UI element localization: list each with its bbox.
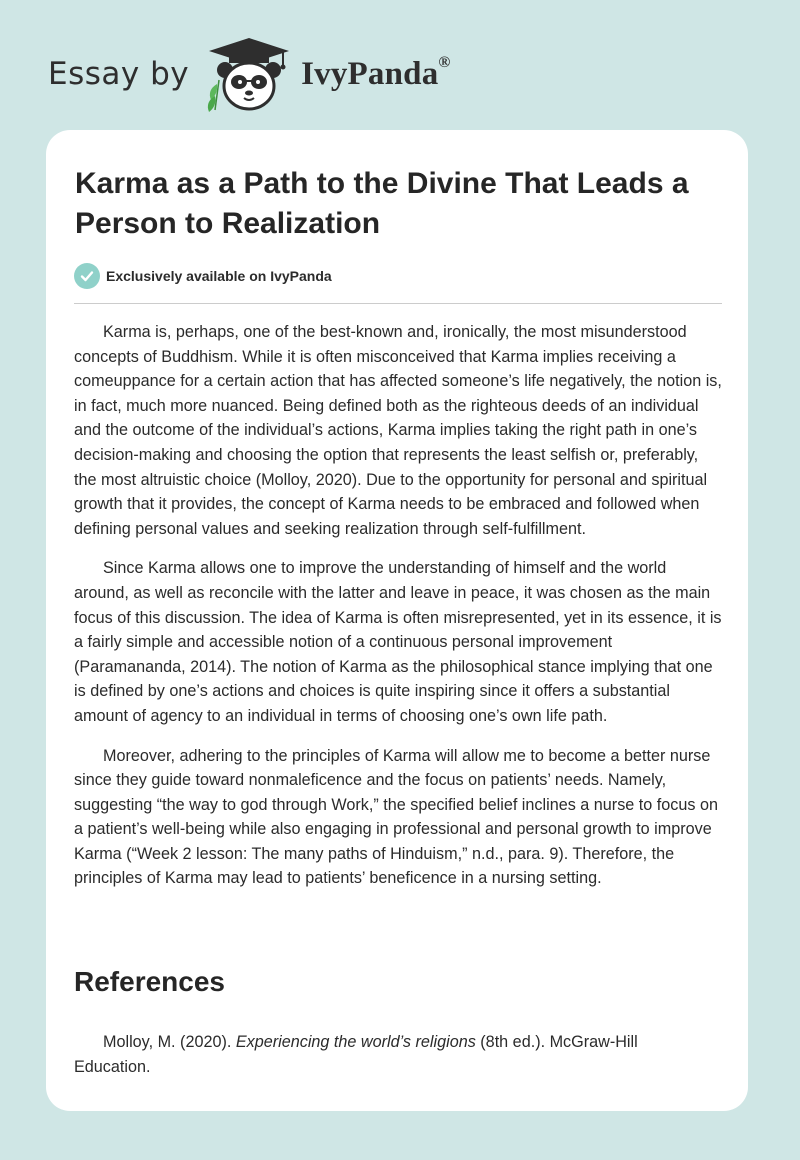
brand-text[interactable]: IvyPanda <box>301 55 439 92</box>
brand-name[interactable] <box>301 53 451 93</box>
essay-by-label: Essay by <box>48 56 190 92</box>
title-divider <box>74 303 722 304</box>
ivypanda-logo-icon[interactable] <box>203 36 295 112</box>
exclusive-badge <box>74 263 332 289</box>
reference-entry <box>74 1030 694 1079</box>
essay-card <box>46 130 748 1111</box>
reference-publisher: (8th ed.). McGraw-Hill Education. <box>74 1033 638 1076</box>
paragraph: Moreover, adhering to the principles of Karma will allow me to become a better nurse since they guide toward nonmaleficence and the focus on patients’ needs. Namely, suggesting “the way to god through Work,” the specified belief inclines a nurse to focus on a patient’s well-being while also engaging in professional and personal growth to improve Karma (“Week 2 lesson: The many paths of Hinduism,” n.d., para. 9). Therefore, the principles of Karma may lead to patients’ beneficence in a nursing setting. <box>74 746 718 888</box>
exclusive-label: Exclusively available on IvyPanda <box>106 268 332 284</box>
references-heading: References <box>74 966 225 997</box>
paragraph: Since Karma allows one to improve the understanding of himself and the world around, as well as reconcile with the latter and leave in peace, it was chosen as the main focus of this discussion. The idea of Karma is often misrepresented, yet in its essence, it is a fairly simple and accessible notion of a continuous personal improvement (Paramananda, 2014). The notion of Karma as the philosophical stance implying that one is defined by one’s actions and choices is quite inspiring since it offers a substantial amount of agency to an individual in terms of choosing one’s own life path. <box>74 559 722 725</box>
registered-mark: ® <box>438 53 451 71</box>
paragraph: Karma is, perhaps, one of the best-known and, ironically, the most misunderstood concepts of Buddhism. While it is often misconceived that Karma implies receiving a comeuppance for a certain action that has affected someone’s life negatively, the notion is, in fact, much more nuanced. Being defined both as the righteous deeds of an individual and the outcome of the individual’s actions, Karma implies taking the right path in one’s decision-making and choosing the option that represents the least selfish or, preferably, the most altruistic choice (Molloy, 2020). Due to the opportunity for personal and spiritual growth that it provides, the concept of Karma needs to be embraced and followed when defining personal values and seeking realization through self-fulfillment. <box>74 323 722 538</box>
essay-body <box>74 320 722 906</box>
reference-book-title: Experiencing the world’s religions <box>235 1033 476 1051</box>
site-header <box>48 34 451 114</box>
essay-title: Karma as a Path to the Divine That Leads a Person to Realization <box>75 167 689 240</box>
reference-author: Molloy, M. (2020). <box>103 1033 236 1051</box>
checkmark-icon <box>74 263 100 289</box>
